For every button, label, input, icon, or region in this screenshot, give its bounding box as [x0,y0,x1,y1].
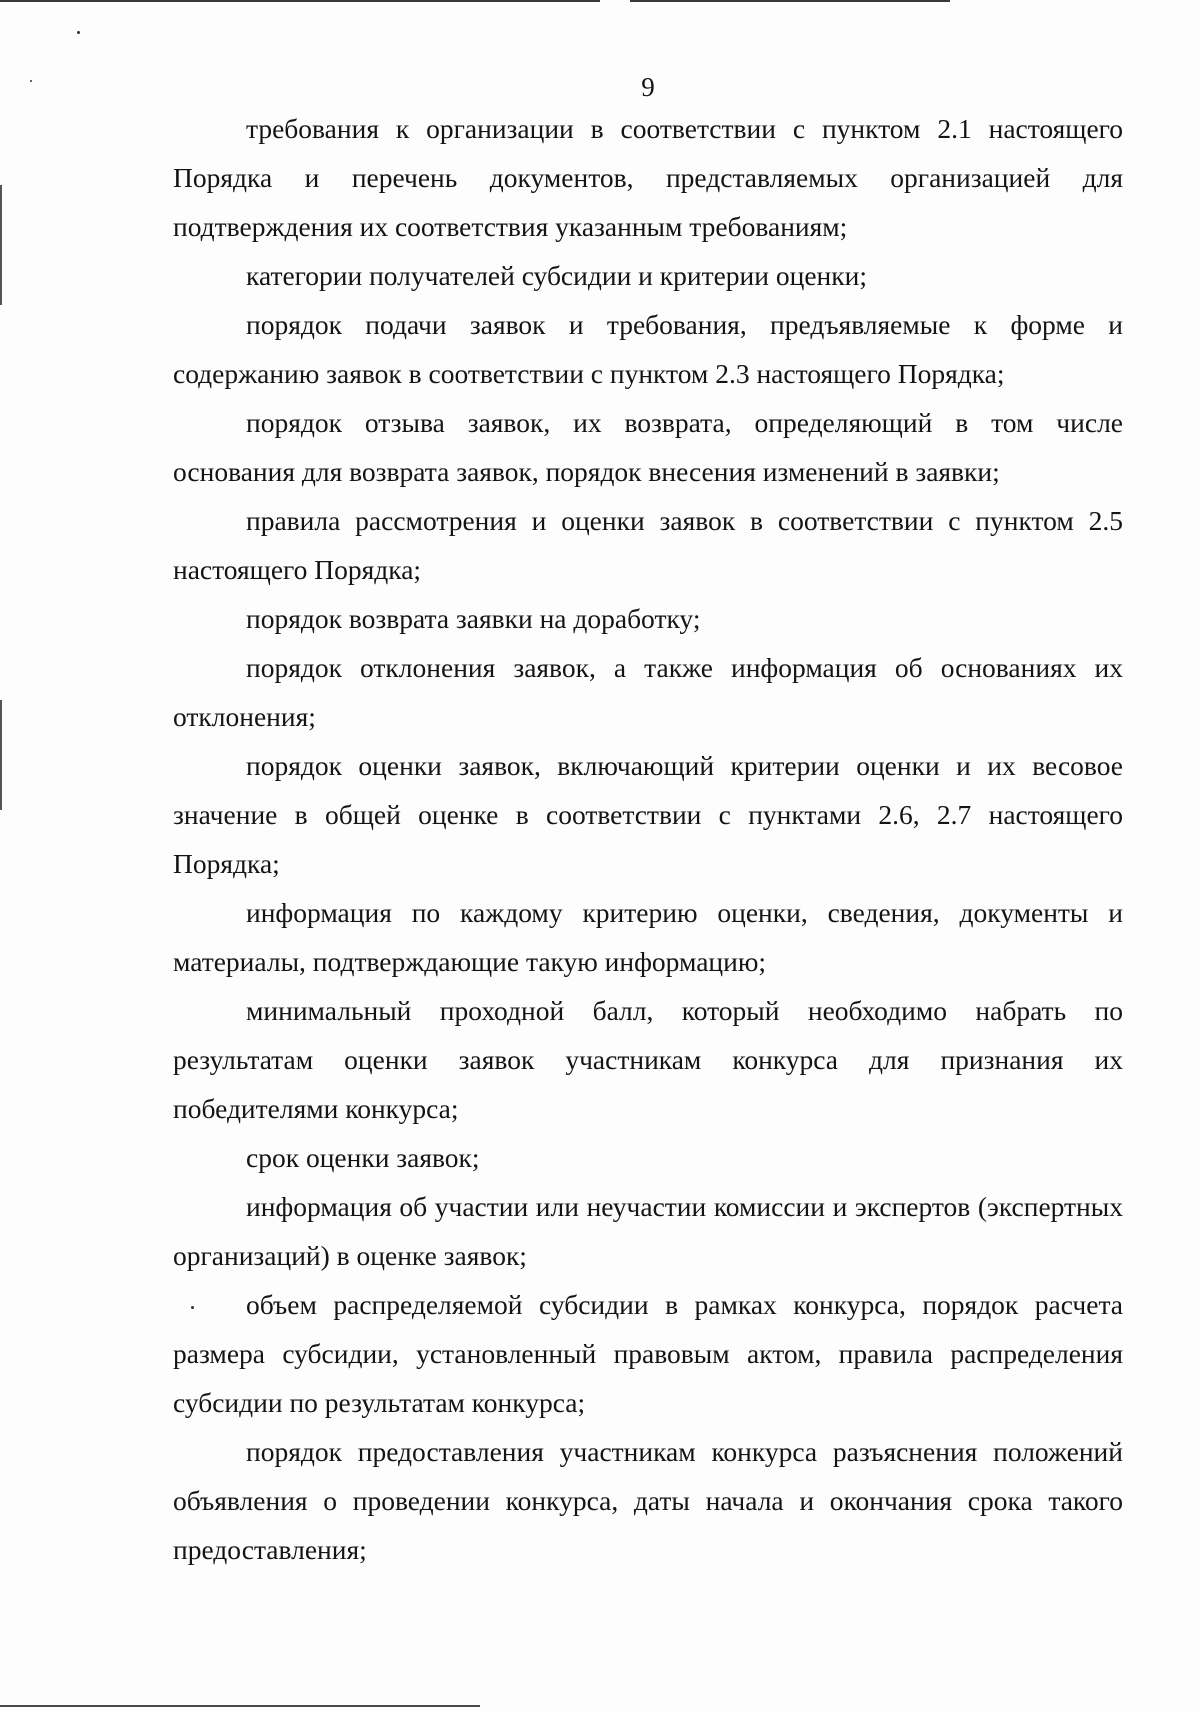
paragraph: порядок подачи заявок и требования, предъявляемые к форме и содержанию заявок в соответствии с пунктом 2.3 настоящего Порядка; [173,309,1123,389]
paragraph: минимальный проходной балл, который необходимо набрать по результатам оценки заявок участникам конкурса для признания их победителями конкурса; [173,995,1123,1124]
paragraph: порядок отклонения заявок, а также информация об основаниях их отклонения; [173,652,1123,732]
paragraph: порядок предоставления участникам конкурса разъяснения положений объявления о проведении конкурса, даты начала и окончания срока такого предоставления; [173,1436,1123,1565]
scan-edge-top [0,0,600,2]
paragraph: информация по каждому критерию оценки, сведения, документы и материалы, подтверждающие такую информацию; [173,897,1123,977]
scan-edge-top-right [630,0,950,2]
paragraph: категории получателей субсидии и критерии оценки; [246,260,867,291]
paragraph: порядок оценки заявок, включающий критерии оценки и их весовое значение в общей оценке в соответствии с пунктами 2.6, 2.7 настоящего Порядка; [173,750,1123,879]
scan-edge-left [0,185,2,305]
paragraph: объем распределяемой субсидии в рамках конкурса, порядок расчета размера субсидии, установленный правовым актом, правила распределения субсидии по результатам конкурса; [173,1289,1123,1418]
paragraph: правила рассмотрения и оценки заявок в соответствии с пунктом 2.5 настоящего Порядка; [173,505,1123,585]
document-body [173,104,1123,1574]
paragraph: порядок возврата заявки на доработку; [246,603,701,634]
page-number: 9 [641,72,655,102]
scan-speck [77,31,80,34]
paragraph: требования к организации в соответствии с пунктом 2.1 настоящего Порядка и перечень документов, представляемых организацией для подтверждения их соответствия указанным требованиям; [173,113,1123,242]
scan-edge-bottom [0,1705,480,1707]
paragraph: срок оценки заявок; [246,1142,480,1173]
paragraph: порядок отзыва заявок, их возврата, определяющий в том числе основания для возврата заявок, порядок внесения изменений в заявки; [173,407,1123,487]
paragraph: информация об участии или неучастии комиссии и экспертов (экспертных организаций) в оценке заявок; [173,1191,1123,1271]
scan-edge-left-lower [0,700,2,810]
